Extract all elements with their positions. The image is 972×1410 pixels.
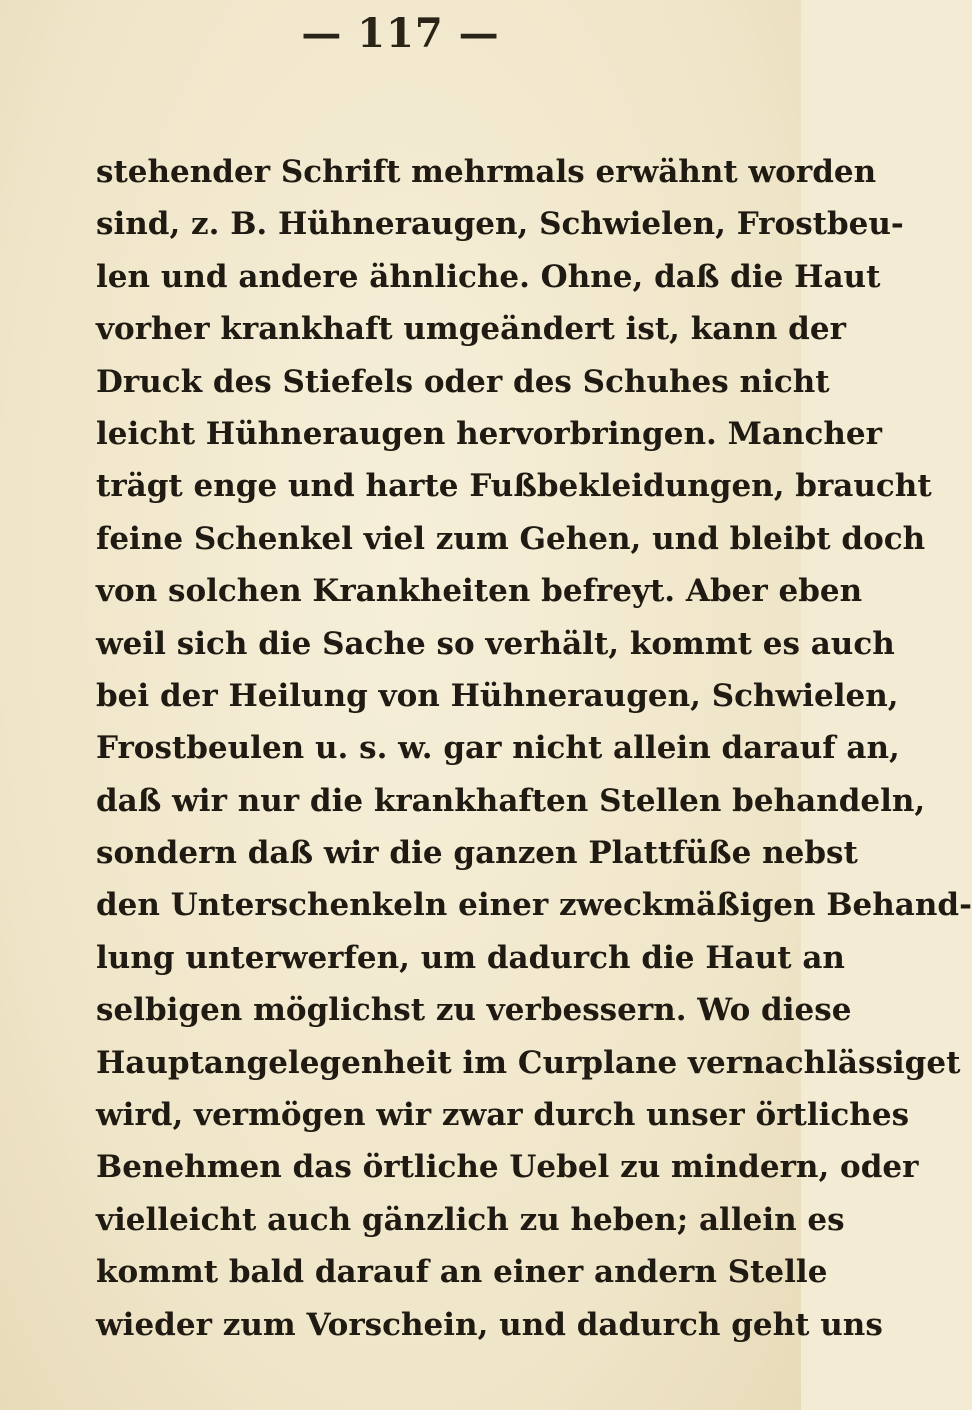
text-line: sondern daß wir die ganzen Plattfüße nebst [96,835,858,872]
page-number: — 117 — [301,10,500,57]
text-line: vielleicht auch gänzlich zu heben; allein es [96,1201,845,1238]
text-line: daß wir nur die krankhaften Stellen behandeln, [96,782,926,819]
text-line: wird, vermögen wir zwar durch unser örtliches [96,1097,910,1134]
text-line: trägt enge und harte Fußbekleidungen, braucht [96,468,932,505]
text-line: den Unterschenkeln einer zweckmäßigen Behand- [96,887,972,924]
text-line: stehender Schrift mehrmals erwähnt worden [96,154,877,190]
text-line: sind, z. B. Hühneraugen, Schwielen, Frostbeu- [96,206,904,243]
body-text [96,146,972,1351]
text-line: Hauptangelegenheit im Curplane vernachlässiget [96,1044,961,1081]
text-line: feine Schenkel viel zum Gehen, und bleibt doch [96,520,926,557]
text-line: wieder zum Vorschein, und dadurch geht uns [96,1306,883,1343]
text-line: Druck des Stiefels oder des Schuhes nicht [96,363,830,400]
text-line: Benehmen das örtliche Uebel zu mindern, oder [96,1149,919,1186]
text-line: selbigen möglichst zu verbessern. Wo diese [96,992,852,1029]
text-line: lung unterwerfen, um dadurch die Haut an [96,939,845,976]
text-line: bei der Heilung von Hühneraugen, Schwielen, [96,677,899,714]
text-line: vorher krankhaft umgeändert ist, kann der [96,311,846,348]
text-line: kommt bald darauf an einer andern Stelle [96,1254,828,1291]
text-line: leicht Hühneraugen hervorbringen. Mancher [96,415,882,452]
text-line: len und andere ähnliche. Ohne, daß die Haut [96,258,881,295]
text-line: von solchen Krankheiten befreyt. Aber eben [96,573,863,610]
text-line: Frostbeulen u. s. w. gar nicht allein darauf an, [96,730,900,767]
text-line: weil sich die Sache so verhält, kommt es auch [96,625,895,662]
